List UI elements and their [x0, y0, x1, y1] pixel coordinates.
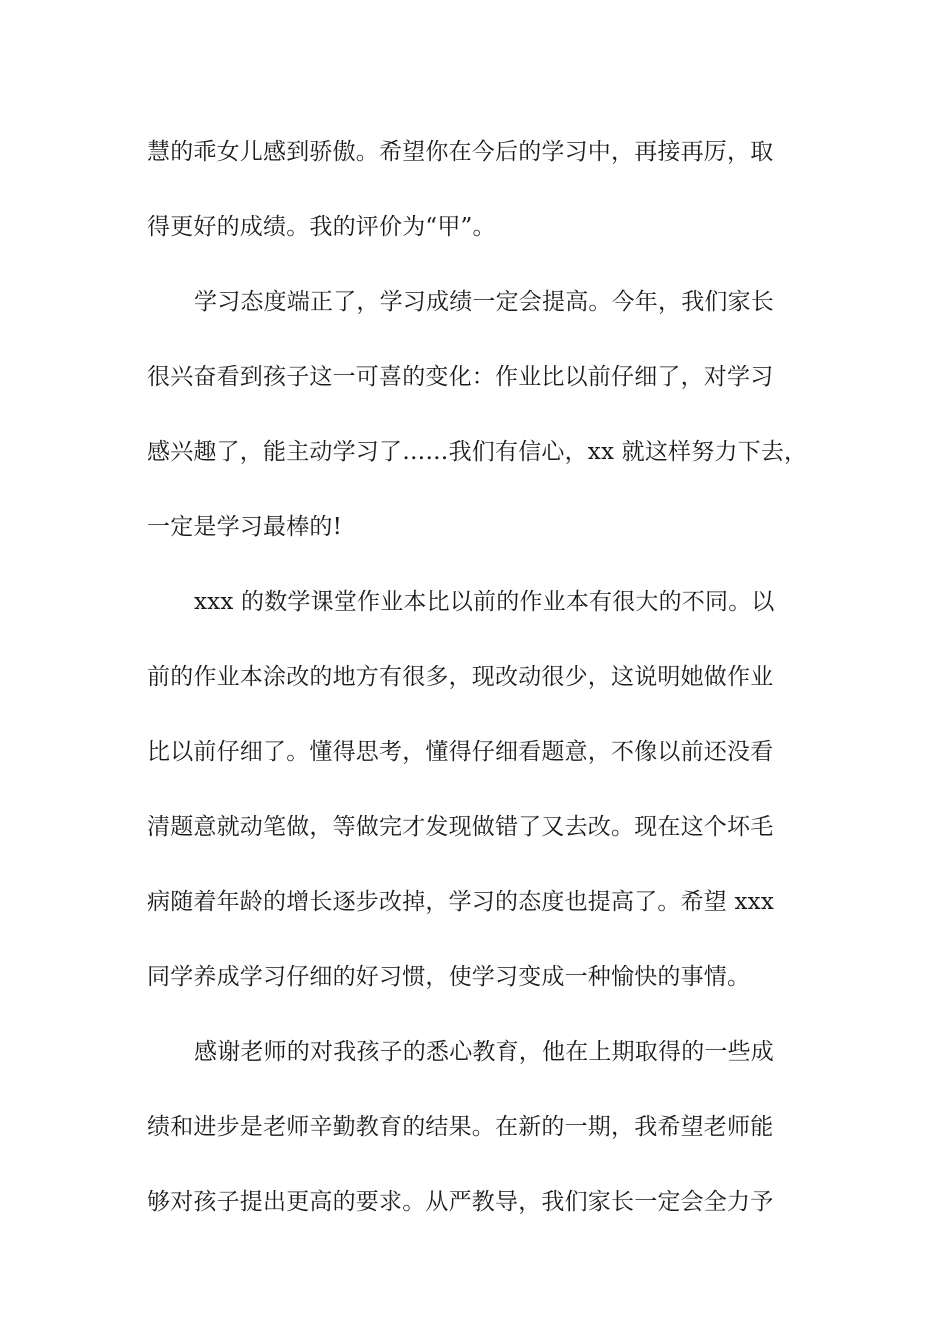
text-line: 同学养成学习仔细的好习惯，使学习变成一种愉快的事情。	[147, 964, 751, 990]
paragraph-start-line: 感谢老师的对我孩子的悉心教育，他在上期取得的一些成	[194, 1039, 774, 1065]
text-line: 清题意就动笔做，等做完才发现做错了又去改。现在这个坏毛	[147, 814, 774, 840]
text-line: 感兴趣了，能主动学习了……我们有信心，xx 就这样努力下去，	[147, 439, 808, 465]
text-line: 绩和进步是老师辛勤教育的结果。在新的一期，我希望老师能	[147, 1114, 774, 1140]
text-line: 够对孩子提出更高的要求。从严教导，我们家长一定会全力予	[147, 1189, 774, 1215]
text-line: 前的作业本涂改的地方有很多，现改动很少，这说明她做作业	[147, 664, 774, 690]
text-line: 慧的乖女儿感到骄傲。希望你在今后的学习中，再接再厉，取	[147, 139, 774, 165]
paragraph-start-line: xxx 的数学课堂作业本比以前的作业本有很大的不同。以	[194, 589, 775, 615]
text-line: 很兴奋看到孩子这一可喜的变化：作业比以前仔细了，对学习	[147, 364, 774, 390]
text-line: 病随着年龄的增长逐步改掉，学习的态度也提高了。希望 xxx	[147, 889, 775, 915]
text-line: 得更好的成绩。我的评价为“甲”。	[147, 214, 496, 240]
text-line: 比以前仔细了。懂得思考，懂得仔细看题意，不像以前还没看	[147, 739, 774, 765]
text-line: 一定是学习最棒的!	[147, 514, 343, 540]
paragraph-start-line: 学习态度端正了，学习成绩一定会提高。今年，我们家长	[194, 289, 774, 315]
